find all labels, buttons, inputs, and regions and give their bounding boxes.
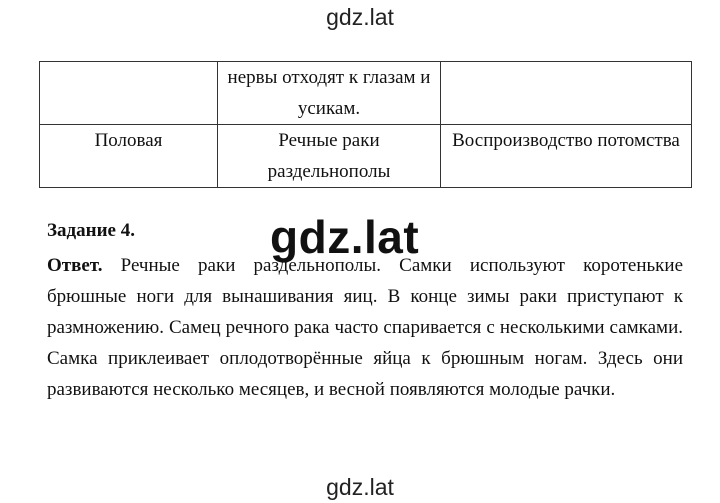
table-cell: Половая bbox=[40, 125, 218, 188]
organ-systems-table bbox=[39, 61, 692, 188]
watermark-bottom: gdz.lat bbox=[326, 474, 394, 500]
watermark-top: gdz.lat bbox=[326, 4, 394, 30]
table-row bbox=[40, 125, 692, 188]
table-cell bbox=[441, 62, 692, 125]
answer-text: Речные раки раздельнополы. Самки используют коротенькие брюшные ноги для вынашивания яиц. В конце зимы раки приступают к размножению. Самец речного рака часто спаривается с несколькими самками. Самка приклеивает оплодотворённые яйца к брюшным ногам. Здесь они развиваются несколько месяцев, и весной появляются молодые рачки. bbox=[47, 255, 683, 400]
answer-paragraph bbox=[47, 250, 683, 405]
answer-label: Ответ. bbox=[47, 255, 103, 276]
watermark-middle: gdz.lat bbox=[270, 211, 420, 263]
table-cell: Воспроизводство потомства bbox=[441, 125, 692, 188]
table-cell bbox=[40, 62, 218, 125]
table-cell: Речные раки раздельнополы bbox=[218, 125, 441, 188]
table-row bbox=[40, 62, 692, 125]
table-cell: нервы отходят к глазам и усикам. bbox=[218, 62, 441, 125]
task-title: Задание 4. bbox=[47, 220, 135, 241]
